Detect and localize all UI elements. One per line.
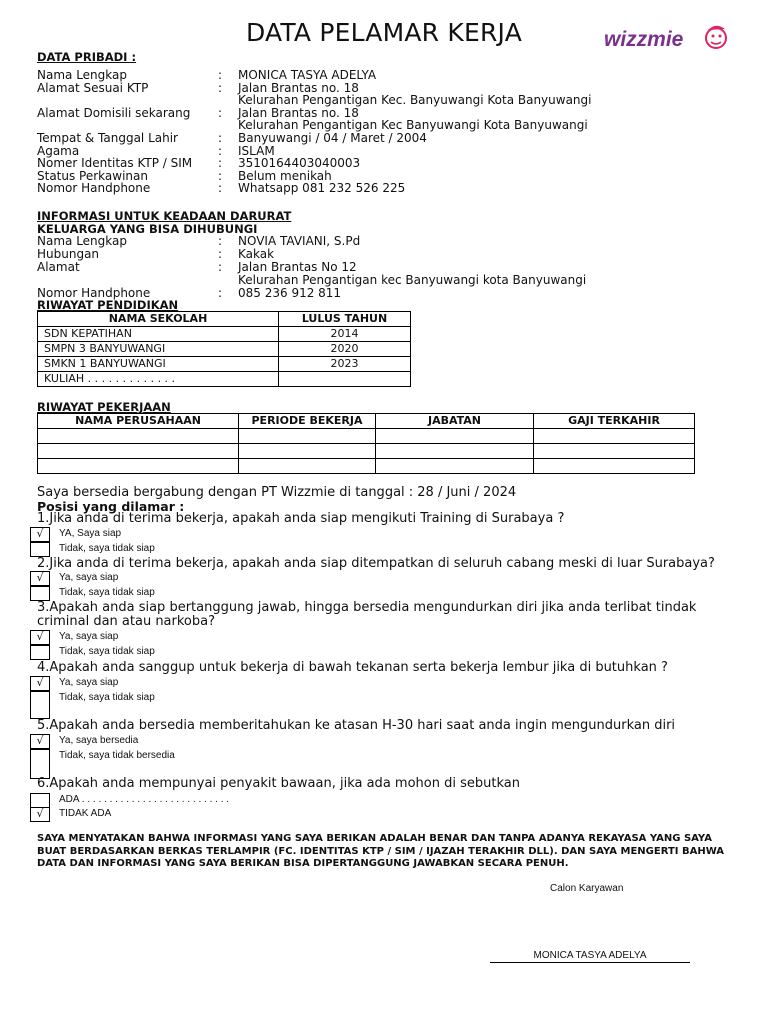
table-row (38, 459, 695, 474)
cell-year: 2014 (279, 327, 411, 342)
checkbox[interactable]: √ (30, 734, 50, 749)
field-label: Status Perkawinan (37, 168, 148, 183)
signature-caption: Calon Karyawan (550, 883, 624, 894)
field-label: Nama Lengkap (37, 68, 127, 82)
table-cell (239, 444, 376, 459)
option-label: Tidak, saya tidak siap (59, 543, 155, 554)
signature-line (490, 962, 690, 963)
field-value: MONICA TASYA ADELYA (238, 68, 377, 82)
declaration-text: SAYA MENYATAKAN BAHWA INFORMASI YANG SAYA BERIKAN ADALAH BENAR DAN TANPA ADANYA REKAYASA YANG SAYA BUAT BERDASARKAN BERKAS TERLAMPIR (FC. IDENTITAS KTP / SIM / IJAZAH TERAKHIR DLL). DAN SAYA MENGERTI BAHWA DATA DAN INFORMASI YANG SAYA BERIKAN BISA DIPERTANGGUNG JAWABKAN SECARA PENUH. (37, 833, 725, 869)
posisi-label: Posisi yang dilamar : (37, 499, 185, 514)
option-label: Ya, saya siap (59, 677, 119, 688)
field-colon: : (218, 131, 223, 145)
field-row (37, 274, 737, 287)
checkbox[interactable]: √ (30, 676, 50, 691)
question-6-text: 6.Apakah anda mempunyai penyakit bawaan, jika ada mohon di sebutkan (37, 776, 520, 791)
cell-school: SMPN 3 BANYUWANGI (38, 342, 279, 357)
checkbox[interactable] (30, 691, 50, 719)
option-label: Tidak, saya tidak siap (59, 587, 155, 598)
col-nama-perusahaan: NAMA PERUSAHAAN (38, 414, 239, 429)
checkbox[interactable] (30, 542, 50, 557)
option-label: Tidak, saya tidak siap (59, 646, 155, 657)
table-cell (534, 444, 695, 459)
field-label: Nomor Handphone (37, 181, 151, 196)
join-date-text: Saya bersedia bergabung dengan PT Wizzmie di tanggal : 28 / Juni / 2024 (37, 485, 517, 500)
table-row (38, 429, 695, 444)
field-value: Kelurahan Pengantigan kec Banyuwangi kota Banyuwangi (238, 272, 587, 287)
logo-text: wizzmie (604, 28, 684, 51)
checkbox[interactable] (30, 586, 50, 601)
col-jabatan: JABATAN (376, 414, 534, 429)
table-cell (38, 429, 239, 444)
cell-year (279, 372, 411, 387)
checkbox[interactable]: √ (30, 807, 50, 822)
checkbox[interactable]: √ (30, 527, 50, 542)
col-nama-sekolah: NAMA SEKOLAH (38, 312, 279, 327)
table-row (38, 444, 695, 459)
table-cell (376, 444, 534, 459)
section-data-pribadi: DATA PRIBADI : (37, 50, 137, 64)
col-lulus-tahun: LULUS TAHUN (279, 312, 411, 327)
field-value: Kelurahan Pengantigan Kec Banyuwangi Kota Banyuwangi (238, 118, 588, 133)
field-label: Nama Lengkap (37, 234, 127, 248)
cell-year: 2023 (279, 357, 411, 372)
section-pendidikan: RIWAYAT PENDIDIKAN (37, 298, 179, 312)
wizzmie-logo (604, 20, 734, 56)
table-row (38, 357, 411, 372)
field-value: Kakak (238, 246, 275, 261)
question-4-text: 4.Apakah anda sanggup untuk bekerja di bawah tekanan serta bekerja lembur jika di butuhkan ? (37, 660, 668, 675)
field-colon: : (218, 80, 223, 95)
field-colon: : (218, 234, 223, 248)
field-value: 3510164403040003 (238, 156, 361, 171)
field-value: 085 236 912 811 (238, 285, 342, 300)
question-5-text: 5.Apakah anda bersedia memberitahukan ke atasan H-30 hari saat anda ingin mengundurkan diri (37, 718, 676, 733)
field-label: Alamat (37, 259, 80, 274)
checkbox[interactable] (30, 793, 50, 808)
cell-year: 2020 (279, 342, 411, 357)
option-label: Ya, saya siap (59, 631, 119, 642)
table-row (38, 342, 411, 357)
field-value: Whatsapp 081 232 526 225 (238, 181, 406, 196)
field-colon: : (218, 259, 223, 274)
field-label: Tempat & Tanggal Lahir (37, 131, 178, 145)
section-darurat: INFORMASI UNTUK KEADAAN DARURAT (37, 209, 292, 223)
section-pekerjaan: RIWAYAT PEKERJAAN (37, 400, 171, 414)
field-row (37, 235, 737, 248)
cell-school: KULIAH . . . . . . . . . . . . . (38, 372, 279, 387)
checkbox[interactable]: √ (30, 630, 50, 645)
field-colon: : (218, 156, 223, 171)
field-colon: : (218, 181, 223, 196)
option-label: Ya, saya bersedia (59, 735, 139, 746)
field-value: Belum menikah (238, 168, 332, 183)
table-row (38, 327, 411, 342)
field-row (37, 182, 737, 195)
table-cell (534, 459, 695, 474)
pendidikan-table (37, 311, 411, 387)
question-2-text: 2.Jika anda di terima bekerja, apakah anda siap ditempatkan di seluruh cabang meski di luar Surabaya? (37, 556, 715, 571)
field-label: Nomer Identitas KTP / SIM (37, 156, 193, 171)
table-cell (38, 459, 239, 474)
checkbox[interactable]: √ (30, 571, 50, 586)
option-label: YA, Saya siap (59, 528, 122, 539)
pekerjaan-table (37, 413, 695, 474)
checkbox[interactable] (30, 645, 50, 660)
page-title: DATA PELAMAR KERJA (245, 18, 522, 47)
darurat-subheading: KELUARGA YANG BISA DIHUBUNGI (37, 222, 258, 236)
field-value: Jalan Brantas no. 18 (238, 105, 359, 120)
field-row (37, 248, 737, 261)
field-label: Alamat Domisili sekarang (37, 105, 191, 120)
field-colon: : (218, 105, 223, 120)
field-value: Kelurahan Pengantigan Kec. Banyuwangi Kota Banyuwangi (238, 93, 592, 108)
field-value: Jalan Brantas No 12 (238, 259, 357, 274)
table-cell (239, 459, 376, 474)
field-colon: : (218, 168, 223, 183)
field-value: Jalan Brantas no. 18 (238, 80, 359, 95)
table-row (38, 372, 411, 387)
table-cell (376, 459, 534, 474)
field-colon: : (218, 285, 223, 300)
option-label: Tidak, saya tidak bersedia (59, 750, 175, 761)
checkbox[interactable] (30, 749, 50, 779)
table-cell (534, 429, 695, 444)
field-value: NOVIA TAVIANI, S.Pd (238, 234, 361, 248)
field-label: Nomor Handphone (37, 285, 151, 300)
field-row (37, 132, 737, 145)
field-label: Hubungan (37, 246, 100, 261)
field-colon: : (218, 68, 223, 82)
col-gaji: GAJI TERKAHIR (534, 414, 695, 429)
signature-name: MONICA TASYA ADELYA (533, 950, 647, 961)
option-label: Tidak, saya tidak siap (59, 692, 155, 703)
table-cell (376, 429, 534, 444)
table-cell (38, 444, 239, 459)
table-cell (239, 429, 376, 444)
question-1-text: 1.Jika anda di terima bekerja, apakah anda siap mengikuti Training di Surabaya ? (37, 511, 565, 526)
field-colon: : (218, 143, 223, 158)
option-label: ADA . . . . . . . . . . . . . . . . . . . . . . . . . . . (59, 794, 230, 805)
field-colon: : (218, 246, 223, 261)
option-label: TIDAK ADA (59, 808, 112, 819)
col-periode: PERIODE BEKERJA (239, 414, 376, 429)
option-label: Ya, saya siap (59, 572, 119, 583)
field-label: Alamat Sesuai KTP (37, 80, 149, 95)
field-row (37, 261, 737, 274)
field-value: Banyuwangi / 04 / Maret / 2004 (238, 131, 427, 145)
field-value: ISLAM (238, 143, 275, 158)
cell-school: SMKN 1 BANYUWANGI (38, 357, 279, 372)
cell-school: SDN KEPATIHAN (38, 327, 279, 342)
question-3-text: 3.Apakah anda siap bertanggung jawab, hingga bersedia mengundurkan diri jika anda terlibat tindak criminal dan atau narkoba? (37, 600, 697, 629)
field-label: Agama (37, 143, 80, 158)
